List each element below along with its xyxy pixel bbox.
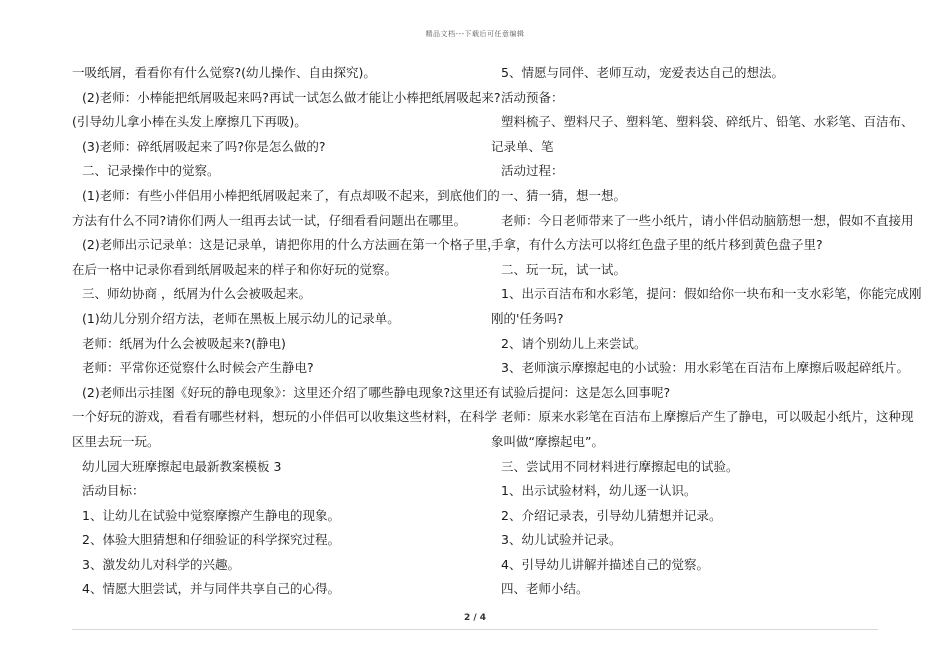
text-line: (1)幼儿分别介绍方法，老师在黑板上展示幼儿的记录单。 <box>82 310 400 326</box>
text-line: 象叫做“摩擦起电”。 <box>491 433 604 449</box>
text-line: 试验后提问：这是怎么回事呢? <box>501 384 671 400</box>
text-line: 三、尝试用不同材料进行摩擦起电的试验。 <box>501 458 739 474</box>
text-line: 1、让幼儿在试验中觉察摩擦产生静电的现象。 <box>82 507 340 523</box>
text-line: 幼儿园大班摩擦起电最新教案模板 3 <box>82 458 282 474</box>
left-column <box>72 61 501 602</box>
text-line: 刚的'任务吗? <box>491 310 564 326</box>
text-line: 1、出示试验材料，幼儿逐一认识。 <box>501 483 697 499</box>
page-header: 精品文档---下载后可任意编辑 <box>425 30 525 38</box>
text-line: 3、激发幼儿对科学的兴趣。 <box>82 556 240 572</box>
text-line: (1)老师：有些小伴侣用小棒把纸屑吸起来了，有点却吸不起来，到底他们的 <box>82 187 500 203</box>
text-line: 老师：原来水彩笔在百洁布上摩擦后产生了静电，可以吸起小纸片，这种现 <box>501 409 914 425</box>
text-line: 手拿，有什么方法可以将红色盘子里的纸片移到黄色盘子里? <box>491 237 823 253</box>
text-line: 三、师幼协商 ，纸屑为什么会被吸起来。 <box>82 286 311 302</box>
text-line: 区里去玩一玩。 <box>72 433 160 449</box>
text-line: 2、体验大胆猜想和仔细验证的科学探究过程。 <box>82 532 340 548</box>
text-line: 4、情愿大胆尝试，并与同伴共享自己的心得。 <box>82 581 340 597</box>
text-line: 二、玩一玩，试一试。 <box>501 261 627 277</box>
text-line: (引导幼儿拿小棒在头发上摩擦几下再吸)。 <box>72 114 307 130</box>
text-line: 1、出示百洁布和水彩笔，提问：假如给你一块布和一支水彩笔，你能完成刚 <box>501 286 922 302</box>
right-column <box>491 61 922 602</box>
text-line: 5、情愿与同伴、老师互动，宠爱表达自己的想法。 <box>501 65 784 80</box>
text-line: 3、老师演示摩擦起电的小试验：用水彩笔在百洁布上摩擦后吸起碎纸片。 <box>501 360 909 376</box>
text-line: 活动预备： <box>501 89 564 105</box>
text-line: (3)老师：碎纸屑吸起来了吗?你是怎么做的? <box>82 138 326 154</box>
text-line: 老师：平常你还觉察什么时候会产生静电? <box>82 360 314 376</box>
text-line: 方法有什么不同?请你们两人一组再去试一试，仔细看看问题出在哪里。 <box>72 212 467 228</box>
text-line: 2、请个别幼儿上来尝试。 <box>501 335 647 351</box>
text-line: 2、介绍记录表，引导幼儿猜想并记录。 <box>501 507 722 523</box>
text-line: 3、幼儿试验并记录。 <box>501 532 622 548</box>
text-line: 一、猜一猜，想一想。 <box>501 187 627 203</box>
text-line: 活动目标： <box>82 483 145 499</box>
page-number: 2 / 4 <box>463 613 487 623</box>
text-line: 一吸纸屑，看看你有什么觉察?(幼儿操作、自由探究)。 <box>72 65 376 80</box>
text-line: 4、引导幼儿讲解并描述自己的觉察。 <box>501 556 709 572</box>
footer-divider <box>72 629 878 630</box>
text-line: 塑料梳子、塑料尺子、塑料笔、塑料袋、碎纸片、铅笔、水彩笔、百洁布、 <box>501 114 914 130</box>
text-line: (2)老师出示记录单：这是记录单，请把你用的什么方法画在第一个格子里， <box>82 237 500 253</box>
text-line: 记录单、笔 <box>491 138 554 154</box>
text-line: 老师：今日老师带来了一些小纸片，请小伴侣动脑筋想一想，假如不直接用 <box>501 212 914 228</box>
text-line: 二、记录操作中的觉察。 <box>82 163 220 179</box>
text-line: (2)老师：小棒能把纸屑吸起来吗?再试一试怎么做才能让小棒把纸屑吸起来? <box>82 89 501 105</box>
text-line: 在后一格中记录你看到纸屑吸起来的样子和你好玩的觉察。 <box>72 261 398 277</box>
text-line: 老师：纸屑为什么会被吸起来?(静电) <box>82 335 286 351</box>
text-line: 一个好玩的游戏，看看有哪些材料，想玩的小伴侣可以收集这些材料，在科学 <box>72 409 498 425</box>
text-line: 四、老师小结。 <box>501 581 589 597</box>
text-line: 活动过程： <box>501 163 564 179</box>
text-line: (2)老师出示挂图《好玩的静电现象》：这里还介绍了哪些静电现象?这里还有 <box>82 384 501 400</box>
